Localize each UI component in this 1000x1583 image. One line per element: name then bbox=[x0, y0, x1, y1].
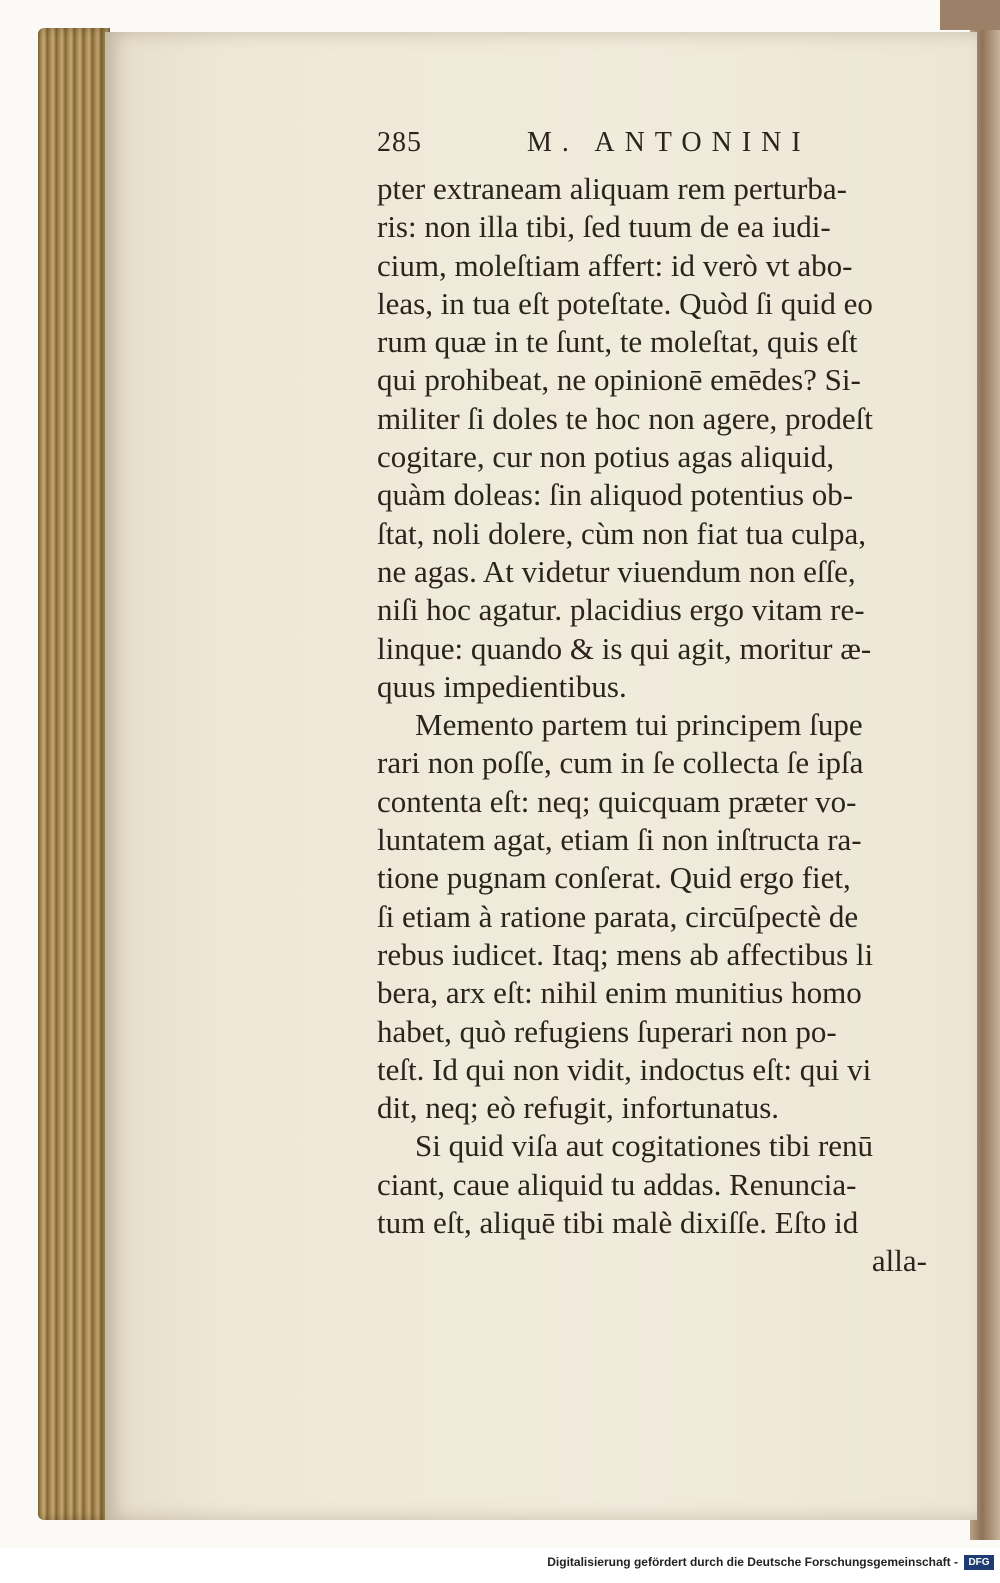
dfg-logo-icon: DFG bbox=[964, 1555, 994, 1570]
text-line: dit, neq; eò refugit, infortunatus. bbox=[377, 1090, 780, 1126]
catchword: alla- bbox=[871, 1243, 927, 1279]
text-line: ris: non illa tibi, ſed tuum de ea iudi- bbox=[377, 209, 831, 245]
book-spine-edge bbox=[38, 28, 110, 1520]
text-line: leas, in tua eſt poteſtate. Quòd ſi quid eo bbox=[377, 285, 873, 321]
body-text bbox=[377, 170, 967, 1281]
text-line: ne agas. At videtur viuendum non eſſe, bbox=[377, 553, 856, 589]
running-head-title: M. ANTONINI bbox=[527, 127, 811, 158]
book-corner bbox=[940, 0, 1000, 30]
digitization-footer bbox=[0, 1548, 1000, 1583]
text-line: linque: quando & is qui agit, moritur æ- bbox=[377, 630, 872, 666]
text-line: habet, quò refugiens ſuperari non po- bbox=[377, 1013, 837, 1049]
text-line: rari non poſſe, cum in ſe collecta ſe ipſa bbox=[377, 745, 864, 781]
text-line: tione pugnam conſerat. Quid ergo fiet, bbox=[377, 860, 851, 896]
text-line: bera, arx eſt: nihil enim munitius homo bbox=[377, 975, 862, 1011]
text-line: tum eſt, aliquē tibi malè dixiſſe. Eſto id bbox=[377, 1205, 859, 1241]
text-line: luntatem agat, etiam ſi non inſtructa ra- bbox=[377, 822, 862, 858]
text-line: quus impedientibus. bbox=[377, 668, 627, 704]
text-line: ciant, caue aliquid tu addas. Renuncia- bbox=[377, 1166, 857, 1202]
text-line: niſi hoc agatur. placidius ergo vitam re- bbox=[377, 592, 865, 628]
text-line: militer ſi doles te hoc non agere, prodeſt bbox=[377, 400, 873, 436]
funding-credit: Digitalisierung gefördert durch die Deutsche Forschungsgemeinschaft - bbox=[547, 1555, 958, 1569]
text-line: Si quid viſa aut cogitationes tibi renū bbox=[415, 1128, 874, 1164]
text-line: cium, moleſtiam affert: id verò vt abo- bbox=[377, 247, 853, 283]
text-line: contenta eſt: neq; quicquam præter vo- bbox=[377, 783, 857, 819]
text-line: cogitare, cur non potius agas aliquid, bbox=[377, 439, 835, 475]
text-line: quàm doleas: ſin aliquod potentius ob- bbox=[377, 477, 854, 513]
page-number: 285 bbox=[377, 127, 422, 158]
running-head bbox=[377, 127, 967, 167]
text-line: ſi etiam à ratione parata, circūſpectè de bbox=[377, 898, 859, 934]
text-line: Memento partem tui principem ſupe bbox=[415, 707, 863, 743]
book-page bbox=[105, 32, 977, 1520]
text-line: ſtat, noli dolere, cùm non fiat tua culpa, bbox=[377, 515, 866, 551]
text-line: rum quæ in te ſunt, te moleſtat, quis eſt bbox=[377, 324, 858, 360]
text-line: pter extraneam aliquam rem perturba- bbox=[377, 171, 847, 206]
text-line: teſt. Id qui non vidit, indoctus eſt: qui vi bbox=[377, 1051, 872, 1087]
text-line: qui prohibeat, ne opinionē emēdes? Si- bbox=[377, 362, 861, 398]
text-line: rebus iudicet. Itaq; mens ab affectibus li bbox=[377, 936, 874, 972]
